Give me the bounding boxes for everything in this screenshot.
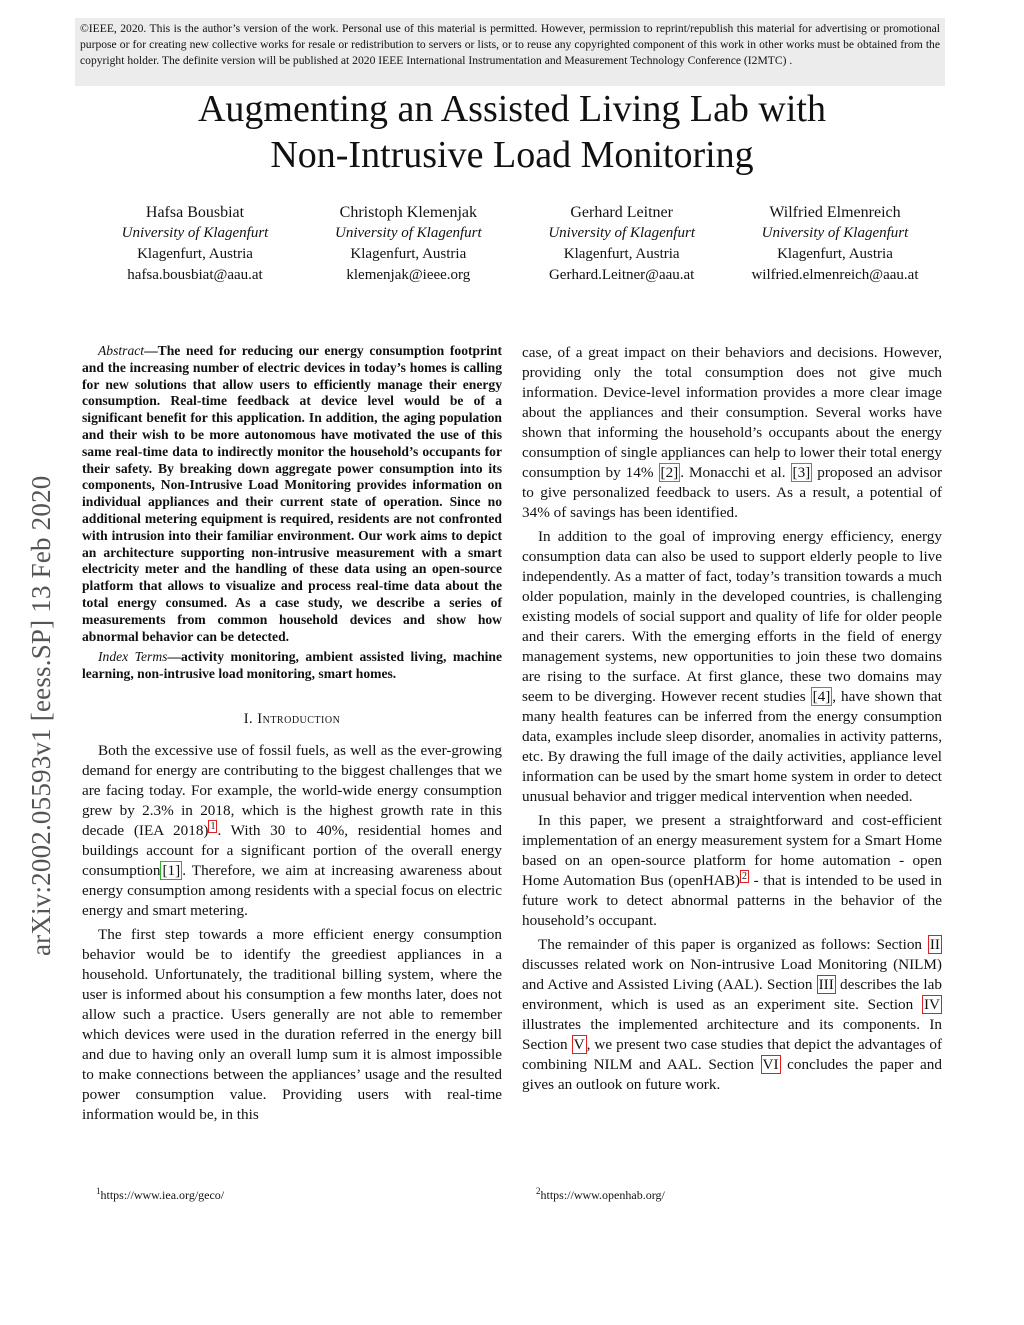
title-line-1: Augmenting an Assisted Living Lab with [197,88,826,130]
citation-link[interactable]: [2] [660,464,679,481]
author-location: Klagenfurt, Austria [563,246,680,262]
author-email: klemenjak@ieee.org [346,267,471,283]
abstract-label: Abstract [98,343,145,358]
author-affiliation: University of Klagenfurt [548,225,695,241]
author-location: Klagenfurt, Austria [777,246,893,262]
citation-link[interactable]: [3] [792,464,811,481]
abstract-text: —The need for reducing our energy consumption footprint and the increasing number of electric devices in today’s homes is calling for new solutions that allow users to efficiently manage their energy consumption. Real-time feedback at device level would be of a significant benefit for this application. In addition, the aging population and their wish to be more autonomous have motivated the use of this same real-time data to indirectly monitor the household’s occupants for their safety. By breaking down aggregate power consumption into its components, Non-Intrusive Load Monitoring provides information on individual appliances and their current state of operation. Since no additional metering equipment is required, residents are not confronted with intrusion into their familiar environment. Our work aims to depict an architecture supporting non-intrusive measurement with a smart electricity meter and the handling of these data using an open-source platform that allows to visualize and process real-time data about the total energy consumed. As a case study, we describe a series of measurements from common household devices and show how abnormal behavior can be detected. [82,343,502,644]
index-terms-label: Index Terms [98,649,168,665]
author-email: wilfried.elmenreich@aau.at [751,267,919,283]
author-name: Wilfried Elmenreich [769,204,901,221]
footnote-link[interactable]: 2 [742,870,748,882]
author-name: Hafsa Bousbiat [145,204,245,221]
author-affiliation: University of Klagenfurt [335,225,482,241]
author-name: Gerhard Leitner [570,204,673,221]
index-terms-text: —activity monitoring, ambient assisted living, machine learning, non-intrusive load monitoring, smart homes. [82,649,502,682]
text-run: , we present two case studies that depict the advantages of combining NILM and AAL. Section [522,1036,942,1073]
author-email: Gerhard.Leitner@aau.at [548,267,695,283]
author-location: Klagenfurt, Austria [137,246,253,262]
citation-link[interactable]: [1] [162,861,181,879]
paper-title [80,86,944,178]
paragraph [82,741,502,921]
footnote [536,1186,665,1203]
author-location: Klagenfurt, Austria [350,246,467,262]
text-run: discusses related work on Non-intrusive Load Monitoring (NILM) and Active and Assisted Living (AAL). Section [522,956,942,993]
footnote-link[interactable]: 1 [210,820,216,832]
text-run: concludes the paper and gives an outlook on future work. [522,1056,942,1093]
author-list [95,202,935,286]
paragraph [522,527,942,807]
text-run: . With 30 to 40%, residential homes and buildings account for a significant portion of the overall energy consumption [82,821,502,879]
text-run: . Therefore, we aim at increasing awareness about energy consumption among residents with a special focus on electric energy and smart metering. [82,861,502,919]
text-run: describes the lab environment, which is used as an experiment site. Section [522,976,942,1013]
author-block [522,202,722,286]
footnote-url[interactable]: https://www.iea.org/geco/ [100,1188,225,1202]
footnote-url[interactable]: https://www.openhab.org/ [540,1188,665,1202]
title-line-2: Non-Intrusive Load Monitoring [270,134,754,176]
footnote [96,1186,224,1203]
text-run: Both the excessive use of fossil fuels, as well as the ever-growing demand for energy are contributing to the biggest challenges that we are facing today. For example, the world-wide energy consumption grew by 2.3% in 2018, which is the highest growth rate in this decade (IEA 2018) [82,741,502,839]
left-column [82,343,502,1125]
index-terms [82,649,502,683]
text-run: - that is intended to be used in future work to detect abnormal patterns in the behavior of the household’s occupant. [522,872,942,929]
section-link[interactable]: VI [762,1056,779,1073]
abstract [82,343,502,645]
section-link[interactable]: III [818,976,834,993]
copyright-notice: ©IEEE, 2020. This is the author’s version of the work. Personal use of this material is permitted. However, permission to reprint/republish this material for advertising or promotional purpose or for creating new collective works for resale or redistribution to servers or lists, or to reuse any copyrighted component of this work in other works must be obtained from the copyright holder. The definite version will be published at 2020 IEEE International Instrumentation and Measurement Technology Conference (I2MTC) . [75,18,945,86]
section-heading: I. Introduction [243,710,341,727]
footnote-mark: 1 [96,1186,101,1196]
author-block [95,202,295,286]
text-run: case, of a great impact on their behaviors and decisions. However, providing only the total consumption does not give much information. Device-level information provides a more clear image about the appliances and their consumption. Several works have shown that informing the household’s occupants about the energy consumption of single appliances can help to lower their total energy consumption by 14% [522,344,942,481]
section-link[interactable]: II [929,936,940,953]
section-link[interactable]: V [573,1036,585,1053]
author-block [735,202,935,286]
text-run: proposed an advisor to give personalized feedback to users. As a result, a potential of 34% of savings has been identified. [522,464,942,521]
author-affiliation: University of Klagenfurt [761,225,909,241]
section-link[interactable]: IV [923,996,940,1013]
paragraph [522,935,942,1095]
footnote-mark: 2 [536,1186,541,1196]
citation-link[interactable]: [4] [812,688,831,705]
text-run: In this paper, we present a straightforward and cost-efficient implementation of an energy measurement system for a Smart Home based on an open-source platform for home automation - open Home Automation Bus (openHAB) [522,812,942,889]
paragraph: The first step towards a more efficient energy consumption behavior would be to identify the greediest appliances in a household. Unfortunately, the traditional billing system, where the user is informed about his consumption a few months later, does not allow such a practice. Users generally are not able to remember which devices were used in the duration referred in the energy bill and due to having only an overall lump sum it is almost impossible to make connections between the appliances’ usage and the resulted power consumption value. Providing users with real-time information would be, in this [82,925,502,1123]
author-affiliation: University of Klagenfurt [121,225,269,241]
text-run: , have shown that many health features can be inferred from the energy consumption data, examples include sleep disorder, anomalies in activity patterns, etc. By drawing the full image of the daily activities, appliance level information can be used by the smart home system in order to detect unusual behavior and trigger medical intervention when needed. [522,688,942,805]
text-run: In addition to the goal of improving energy efficiency, energy consumption data can also be used to support elderly people to live independently. As a matter of fact, today’s transition towards a much older population, mainly in the developed countries, is challenging existing models of social support and quality of life for older people and their carers. With the emerging efforts in the field of energy management systems, new opportunities to join these two domains are rising to the surface. At first glance, these two domains may seem to be diverging. However recent studies [522,528,942,705]
text-run: . Monacchi et al. [680,464,791,481]
author-email: hafsa.bousbiat@aau.at [127,267,263,283]
author-block [308,202,508,286]
paragraph [522,343,942,523]
text-run: illustrates the implemented architecture and its components. In Section [522,1016,942,1053]
right-column [522,343,942,1095]
author-name: Christoph Klemenjak [339,204,477,221]
paragraph [522,811,942,931]
arxiv-identifier: arXiv:2002.05593v1 [eess.SP] 13 Feb 2020 [26,475,56,956]
text-run: The remainder of this paper is organized as follows: Section [538,936,928,953]
